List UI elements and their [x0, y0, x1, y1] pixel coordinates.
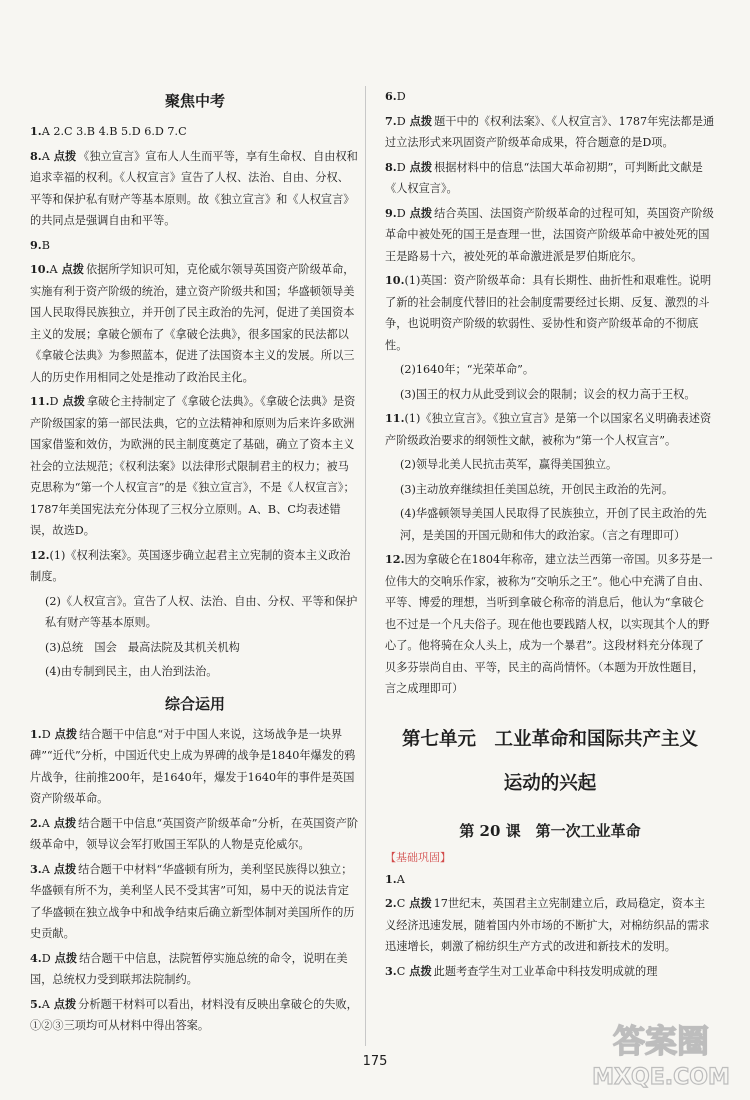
answer-item: [30, 724, 360, 810]
answer-item: [385, 270, 715, 356]
answer-number: 3.: [385, 963, 397, 978]
hint-label: 点拨: [53, 862, 77, 876]
answer-text: 《独立宣言》宣布人人生而平等，享有生命权、自由权和追求幸福的权利。《人权宣言》宣告了人权、法治、自由、分权、平等和保护私有财产等基本原则。故《独立宣言》和《人权宣言》的共同点是强调自由和平等。: [30, 149, 358, 227]
answer-item: [385, 408, 715, 451]
hint-label: 点拨: [409, 964, 432, 978]
answer-text: D: [396, 90, 406, 103]
hint-label: 点拨: [409, 114, 433, 128]
answer-number: 12.: [30, 547, 50, 562]
answer-choice: A: [41, 816, 50, 830]
answer-12-subparts: [30, 591, 360, 683]
answer-item: [385, 893, 715, 958]
answer-text: 拿破仑主持制定了《拿破仑法典》。《拿破仑法典》是资产阶级国家的第一部民法典，它的立法精神和原则为后来许多欧洲国家借鉴和效仿，为欧洲的民主制度奠定了基础，确立了资本主义社会的立法规范；《权利法案》以法律形式限制君主的权力；被马克思称为“第一个人权宣言”的是《独立宣言》，不是《人权宣言》；1787年美国宪法充分体现了三权分立原则。A、B、C均表述错误，故选D。: [30, 395, 356, 537]
answer-number: 8.: [30, 148, 42, 163]
answer-list-focus: [30, 121, 360, 588]
answer-number: 10.: [30, 262, 50, 276]
answer-number: 9.: [385, 205, 397, 220]
answer-choice: D: [396, 160, 406, 174]
unit-title-line2: 运动的兴起: [503, 772, 597, 794]
answer-text: 结合题干中信息“对于中国人来说，这场战争是一块界碑”“近代”分析，中国近代史上成为界碑的战争是1840年爆发的鸦片战争，往前推200年，是1640年，爆发于1640年的事件是英国资产阶级革命。: [30, 727, 356, 805]
answer-subpart: (2)领导北美人民抗击英军，赢得美国独立。: [400, 458, 618, 471]
answer-number: 7.: [385, 113, 397, 128]
answer-item: [385, 203, 715, 268]
column-divider: [365, 86, 366, 1046]
answer-choice: C: [396, 897, 406, 910]
hint-label: 点拨: [61, 263, 84, 276]
answer-11-subparts: [385, 454, 715, 546]
answer-11: [385, 408, 715, 451]
hint-label: 点拨: [53, 997, 77, 1011]
answer-subpart: (3)总统 国会 最高法院及其机关机构: [45, 640, 240, 654]
right-column: [385, 86, 715, 985]
answer-choice: A: [49, 263, 58, 276]
answer-item: [385, 111, 715, 154]
answer-item: [385, 869, 715, 891]
answer-number: 2.: [30, 815, 42, 830]
answer-text: 分析题干材料可以看出，材料没有反映出拿破仑的失败，①②③三项均可从材料中得出答案。: [30, 997, 358, 1032]
answer-number: 4.: [30, 950, 42, 965]
answer-choice: D: [41, 951, 51, 965]
answer-choice: D: [396, 206, 406, 220]
answer-number: 12.: [385, 552, 405, 566]
answer-item: [30, 948, 360, 991]
answer-number: 11.: [30, 394, 50, 408]
answer-item: [30, 146, 360, 232]
section-tag: 【基础巩固】: [385, 850, 451, 864]
svg-text:MXQE.COM: MXQE.COM: [592, 1065, 730, 1090]
left-column: [30, 86, 360, 1040]
answer-choice: D: [396, 114, 406, 128]
answer-item: [30, 235, 360, 257]
answer-subpart: (4)由专制到民主，由人治到法治。: [45, 665, 218, 678]
answer-number: 1.: [30, 124, 42, 138]
hint-label: 点拨: [54, 727, 78, 741]
hint-label: 点拨: [409, 897, 432, 910]
answer-choice: A: [41, 997, 50, 1011]
answer-choice: C: [396, 964, 406, 978]
answer-text: A: [396, 872, 405, 886]
answer-12: [385, 549, 715, 700]
answer-choice: A: [41, 149, 50, 163]
answer-item: [30, 121, 360, 143]
answer-choice: D: [41, 727, 51, 741]
answer-number: 9.: [30, 237, 42, 252]
page-number: 175: [362, 1054, 388, 1069]
answer-item: [30, 813, 360, 856]
answer-text: 17世纪末，英国君主立宪制建立后，政局稳定，资本主义经济迅速发展，随着国内外市场的不断扩大，对棉纺织品的需求迅速增长，刺激了棉纺织生产方式的改进和新技术的发明。: [385, 897, 710, 953]
answer-item: [30, 545, 360, 588]
answer-text: 根据材料中的信息“法国大革命初期”，可判断此文献是《人权宣言》。: [385, 160, 703, 195]
answer-number: 8.: [385, 159, 397, 174]
answer-item: [30, 994, 360, 1037]
answer-item: [385, 549, 715, 700]
hint-label: 点拨: [53, 149, 77, 163]
answer-subpart: (2)1640年；“光荣革命”。: [400, 363, 535, 376]
answer-text: 题干中的《权利法案》、《人权宣言》、1787年宪法都是通过立法形式来巩固资产阶级革命成果，符合题意的是D项。: [385, 114, 715, 149]
answer-list-lesson: [385, 869, 715, 983]
answer-10-subparts: [385, 359, 715, 405]
answer-item: [30, 391, 360, 542]
svg-text:答案圈: 答案圈: [612, 1022, 710, 1060]
answer-number: 10.: [385, 273, 405, 287]
hint-label: 点拨: [54, 951, 78, 965]
hint-label: 点拨: [409, 206, 433, 220]
answer-number: 1.: [30, 726, 42, 741]
answer-text: (1)《权利法案》。英国逐步确立起君主立宪制的资本主义政治制度。: [30, 548, 351, 583]
answer-subpart: (3)国王的权力从此受到议会的限制；议会的权力高于王权。: [400, 387, 696, 401]
answer-text: 依据所学知识可知，克伦威尔领导英国资产阶级革命，实施有利于资产阶级的统治，建立资产阶级共和国；华盛顿领导美国人民取得民族独立，并开创了民主政治的先河，促进了美国资本主义的发展；拿破仑颁布了《拿破仑法典》，很多国家的民法都以《拿破仑法典》为参照蓝本，促进了法国资本主义的发展。所以三人的历史作用相同之处是推动了政治民主化。: [30, 263, 355, 384]
answer-text: (1)英国：资产阶级革命：具有长期性、曲折性和艰难性。说明了新的社会制度代替旧的社会制度需要经过长期、反复、激烈的斗争，也说明资产阶级的软弱性、妥协性和资产阶级革命的不彻底性。: [385, 274, 712, 352]
answer-number: 2.: [385, 896, 397, 910]
answer-number: 5.: [30, 996, 42, 1011]
answer-text: A 2.C 3.B 4.B 5.D 6.D 7.C: [41, 125, 187, 138]
answer-text: 此题考查学生对工业革命中科技发明成就的理: [433, 964, 658, 978]
answer-text: B: [41, 238, 50, 252]
section-heading-focus: 聚焦中考: [164, 92, 225, 110]
answer-number: 1.: [385, 871, 397, 886]
answer-item: [385, 961, 715, 983]
answer-number: 3.: [30, 861, 42, 876]
answer-text: 结合题干中信息，法院暂停实施总统的命令，说明在美国，总统权力受到联邦法院制约。: [30, 951, 348, 986]
answer-list-right: [385, 86, 715, 356]
answer-item: [385, 157, 715, 200]
hint-label: 点拨: [53, 816, 77, 830]
answer-text: (1)《独立宣言》。《独立宣言》是第一个以国家名义明确表述资产阶级政治要求的纲领性文献，被称为“第一个人权宣言”。: [385, 412, 712, 447]
answer-text: 结合英国、法国资产阶级革命的过程可知，英国资产阶级革命中被处死的国王是查理一世，法国资产阶级革命中被处死的国王是路易十六，被处死的革命激进派是罗伯斯庇尔。: [385, 206, 714, 263]
answer-number: 6.: [385, 89, 397, 103]
answer-choice: D: [49, 395, 59, 408]
answer-text: 结合题干中信息“英国资产阶级革命”分析，在英国资产阶级革命中，领导议会军打败国王军队的人物是克伦威尔。: [30, 816, 359, 851]
answer-subpart: (2)《人权宣言》。宣告了人权、法治、自由、分权、平等和保护私有财产等基本原则。: [45, 594, 358, 629]
answer-item: [30, 859, 360, 945]
answer-list-comprehensive: [30, 724, 360, 1037]
answer-item: [385, 86, 715, 108]
answer-text: 因为拿破仑在1804年称帝，建立法兰西第一帝国。贝多芬是一位伟大的交响乐作家，被称为“交响乐之王”。他心中充满了自由、平等、博爱的理想，当听到拿破仑称帝的消息后，他认为“拿破仑也不过是一个凡夫俗子。现在他也要践踏人权，以实现其个人的野心了。他将骑在众人头上，成为一个暴君”。这段材料充分体现了贝多芬崇尚自由、平等，民主的高尚情怀。（本题为开放性题目，言之成理即可）: [385, 553, 713, 695]
answer-number: 11.: [385, 411, 405, 425]
hint-label: 点拨: [62, 395, 85, 408]
answer-choice: A: [41, 862, 50, 876]
answer-subpart: (3)主动放弃继续担任美国总统，开创民主政治的先河。: [400, 482, 674, 496]
answer-subpart: (4)华盛顿领导美国人民取得了民族独立，开创了民主政治的先河，是美国的开国元勋和伟大的政治家。（言之有理即可）: [400, 507, 707, 542]
hint-label: 点拨: [409, 160, 433, 174]
section-heading-comprehensive: 综合运用: [164, 694, 225, 713]
watermark-logo: [586, 1014, 736, 1092]
unit-title-line1: 第七单元 工业革命和国际共产主义: [401, 728, 698, 750]
answer-item: [30, 259, 360, 388]
lesson-title: 第 20 课 第一次工业革命: [459, 821, 641, 840]
answer-text: 结合题干中材料“华盛顿有所为，美利坚民族得以独立；华盛顿有所不为，美利坚人民不受其害”可知，易中天的说法肯定了华盛顿在独立战争中和战争结束后确立新型体制对美国所作的历史贡献。: [30, 862, 355, 940]
